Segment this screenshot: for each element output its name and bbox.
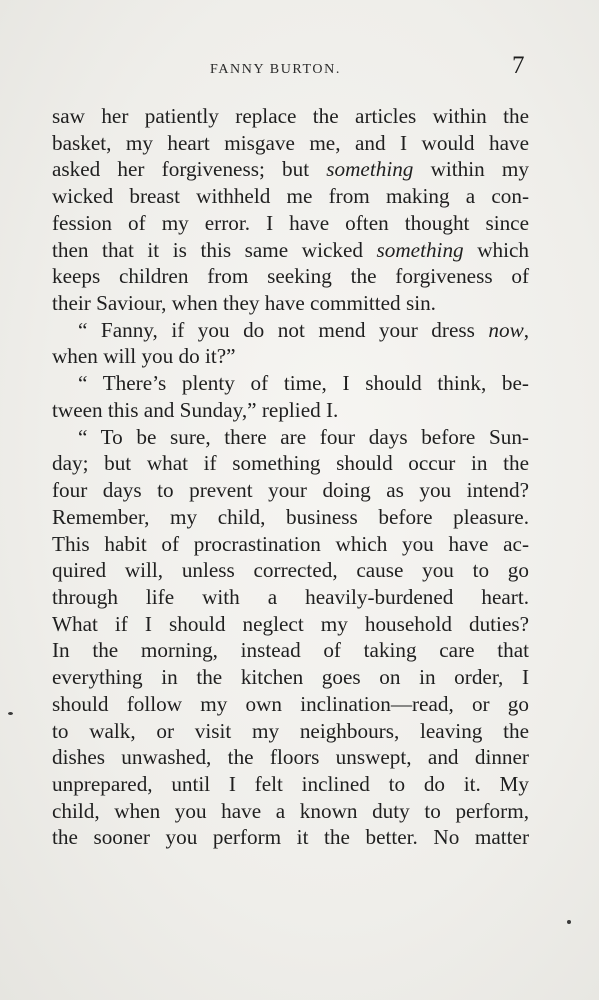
page-body-text bbox=[52, 103, 529, 851]
text-line: “ Fanny, if you do not mend your dress now, bbox=[78, 317, 529, 342]
text-line: asked her forgiveness; but something within my bbox=[52, 157, 529, 182]
text-line: everything in the kitchen goes on in order, I bbox=[52, 665, 529, 690]
text-line: basket, my heart misgave me, and I would have bbox=[52, 130, 529, 155]
text-line: quired will, unless corrected, cause you to go bbox=[52, 558, 529, 583]
text-line: then that it is this same wicked something which bbox=[52, 237, 529, 262]
running-title: FANNY BURTON. bbox=[210, 62, 341, 77]
text-line: In the morning, instead of taking care that bbox=[52, 638, 529, 663]
text-line: saw her patiently replace the articles within the bbox=[52, 104, 529, 128]
text-line: wicked breast withheld me from making a con- bbox=[52, 184, 529, 209]
text-line: keeps children from seeking the forgiveness of bbox=[52, 264, 529, 289]
text-line: What if I should neglect my household duties? bbox=[52, 611, 529, 636]
text-line: to walk, or visit my neighbours, leaving the bbox=[52, 718, 529, 743]
text-line: unprepared, until I felt inclined to do it. My bbox=[52, 771, 529, 796]
ink-speck bbox=[8, 712, 13, 715]
text-line: “ There’s plenty of time, I should think, be- bbox=[78, 371, 529, 396]
text-line: “ To be sure, there are four days before Sun- bbox=[78, 424, 529, 449]
page-number: 7 bbox=[512, 52, 525, 79]
text-line: the sooner you perform it the better. No matter bbox=[52, 825, 529, 850]
text-line: dishes unwashed, the floors unswept, and dinner bbox=[52, 745, 529, 770]
text-line: Remember, my child, business before pleasure. bbox=[52, 504, 529, 529]
text-line: should follow my own inclination—read, or go bbox=[52, 691, 529, 716]
text-line: child, when you have a known duty to perform, bbox=[52, 798, 529, 823]
text-line: through life with a heavily-burdened heart. bbox=[52, 584, 529, 609]
text-line: four days to prevent your doing as you intend? bbox=[52, 478, 529, 503]
text-line: their Saviour, when they have committed sin. bbox=[52, 291, 436, 316]
text-line: tween this and Sunday,” replied I. bbox=[52, 397, 339, 422]
text-line: when will you do it?” bbox=[52, 344, 236, 369]
text-line: fession of my error. I have often thought since bbox=[52, 210, 529, 235]
text-line: This habit of procrastination which you have ac- bbox=[52, 531, 529, 556]
text-line: day; but what if something should occur in the bbox=[52, 451, 529, 476]
ink-speck bbox=[567, 920, 571, 924]
